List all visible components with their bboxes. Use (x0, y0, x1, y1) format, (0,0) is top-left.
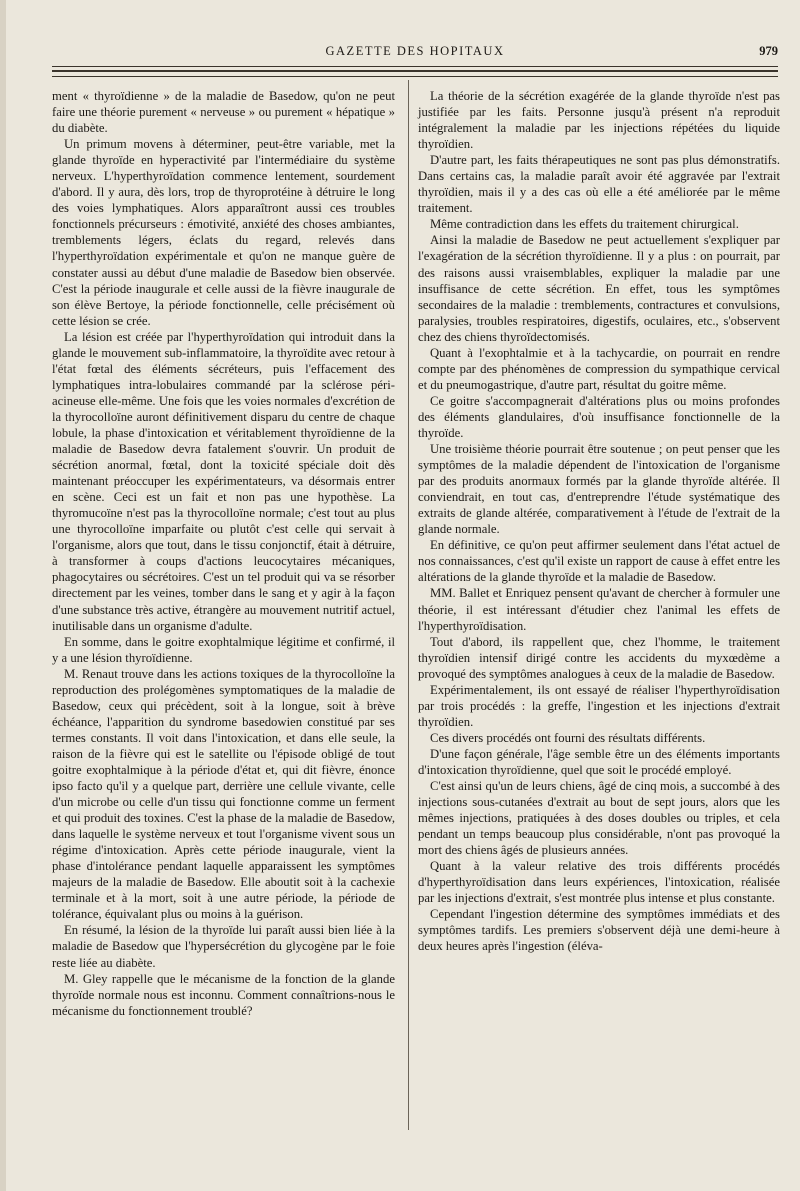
column-divider (408, 80, 409, 1130)
page-edge (0, 0, 6, 1191)
running-title: GAZETTE DES HOPITAUX (325, 44, 505, 58)
paragraph: Un primum movens à déterminer, peut-être variable, met la glande thyroïde en hyperactivité par l'intermédiaire du système nerveux. L'hyperthyroïdation commence lentement, sourdement d'abord. Il y aura, dès lors, trop de thyroprotéine à détruire le long des voies lymphatiques. Alors apparaîtront aussi ces troubles fonctionnels précurseurs : émotivité, anxiété des choses ambiantes, tremblements légers, éclats du regard, relevés dans l'hyperthyroïdation expérimentale et qu'on ne manque guère de constater aussi au début d'une maladie de Basedow bien observée. C'est la période inaugurale et celle aussi de la fièvre inaugurale de son élève Bertoye, la période fonctionnelle, celle précisément où cette lésion se crée. (52, 137, 395, 328)
paragraph: Cependant l'ingestion détermine des symptômes immédiats et des symptômes tardifs. Les premiers s'observent déjà une demi-heure à deux heures après l'ingestion (éléva- (418, 907, 780, 954)
paragraph: Expérimentalement, ils ont essayé de réaliser l'hyperthyroïdisation par trois procédés : la greffe, l'ingestion et les injections d'extrait thyroïdien. (418, 682, 780, 729)
header-rule-top (52, 66, 778, 67)
paragraph: C'est ainsi qu'un de leurs chiens, âgé de cinq mois, a succombé à des injections sous-cutanées d'extrait au bout de sept jours, alors que les mêmes injections, pratiquées à des doses doubles ou triples, et cela pendant un temps beaucoup plus considérable, n'ont pas provoqué la mort des chiens âgés de plusieurs années. (418, 779, 780, 858)
left-column (52, 88, 395, 1019)
paragraph: Même contradiction dans les effets du traitement chirurgical. (430, 217, 739, 232)
header-rule-bottom (52, 76, 778, 77)
paragraph: En résumé, la lésion de la thyroïde lui paraît aussi bien liée à la maladie de Basedow que l'hypersécrétion du glycogène par le foie reste liée au diabète. (52, 923, 395, 970)
paragraph: D'une façon générale, l'âge semble être un des éléments importants d'intoxication thyroïdienne, quel que soit le procédé employé. (418, 746, 780, 777)
page-number: 979 (759, 44, 778, 58)
paragraph: La lésion est créée par l'hyperthyroïdation qui introduit dans la glande le mouvement sub-inflammatoire, la thyroïdite avec retour à l'état fœtal des éléments sécréteurs, puis l'effacement des lymphatiques intra-lobulaires commandé par la sclérose péri-acineuse elle-même. Une fois que les voies normales d'excrétion de la thyrocolloïne auront définitivement disparu du centre de chaque lobule, la phase d'intoxication et véritablement thyroïdienne de la maladie de Basedow devra fatalement s'ouvrir. Un produit de sécrétion anormal, fœtal, dont la toxicité spéciale doit dès maintenant préoccuper les expérimentateurs, va désormais entrer en scène. Ceci est un fait et non pas une hypothèse. La thyromucoïne n'est pas la thyrocolloïne normale; c'est tout au plus une thyrocolloïne imparfaite ou plutôt c'est celle qui servait à l'organisme, alors que tout, dans le tissu conjonctif, était à détruire, à transformer à coups d'actions leucocytaires mécaniques, phagocytaires ou sécrétoires. C'est un tel produit qui va se résorber directement par les veines, tomber dans le sang et y agir à la façon d'une substance très active, étrangère au mouvement nutritif actuel, inutilisable dans un organisme d'adulte. (52, 329, 395, 633)
paragraph: Ainsi la maladie de Basedow ne peut actuellement s'expliquer par l'exagération de la sécrétion thyroïdienne. Il y a plus : on pourrait, par des raisons aussi vraisemblables, expliquer la maladie par une insuffisance de cette sécrétion. En effet, tous les symptômes secondaires de la maladie : tremblements, contractures et convulsions, paralysies, troubles respiratoires, digestifs, oculaires, etc., s'observent chez des chiens thyroïdectomisés. (418, 233, 780, 344)
paragraph: Ces divers procédés ont fourni des résultats différents. (430, 730, 706, 745)
paragraph: Une troisième théorie pourrait être soutenue ; on peut penser que les symptômes de la maladie dépendent de l'intoxication de l'organisme par des produits anormaux formés par la glande thyroïde altérée. Il conviendrait, en tout cas, d'entreprendre l'étude systématique des extraits de glande altérée, comparativement à l'étude de l'extrait de la glande normale. (418, 442, 780, 537)
paragraph: La théorie de la sécrétion exagérée de la glande thyroïde n'est pas justifiée par les faits. Personne jusqu'à présent n'a reproduit intégralement la maladie par les injections répétées du liquide thyroïdien. (418, 89, 780, 152)
paragraph: En définitive, ce qu'on peut affirmer seulement dans l'état actuel de nos connaissances, c'est qu'il existe un rapport de cause à effet entre les altérations de la glande thyroïde et la maladie de Basedow. (418, 538, 780, 585)
paragraph: Tout d'abord, ils rappellent que, chez l'homme, le traitement thyroïdien intensif dirigé contre les accidents du myxœdème a provoqué des symptômes analogues à ceux de la maladie de Basedow. (418, 634, 780, 681)
paragraph: Quant à la valeur relative des trois différents procédés d'hyperthyroïdisation dans leurs expériences, l'intoxication, réalisée par les injections d'extrait, s'est montrée plus intense et plus constante. (418, 859, 780, 906)
paragraph: Quant à l'exophtalmie et à la tachycardie, on pourrait en rendre compte par des phénomènes de compression du sympathique cervical et du pneumogastrique, d'autre part, résultat du goitre même. (418, 345, 780, 392)
paragraph: M. Renaut trouve dans les actions toxiques de la thyrocolloïne la reproduction des prolégomènes symptomatiques de la maladie de Basedow, ceux qui précèdent, soit à la longue, soit à brève échéance, l'apparition du syndrome basedowien constitué par ses termes constants. Il voit dans l'intoxication, et dans elle seule, la raison de la fièvre qui est le satellite ou l'épisode obligé de tout goitre exophtalmique à la période d'état et, qui dit fièvre, énonce ipso facto qu'il y a quelque part, derrière une cellule vivante, celle d'un microbe ou celle d'un tissu qui fonctionne comme un ferment et qui produit des toxines. C'est la phase de la maladie de Basedow, dans laquelle le système nerveux et tout l'organisme vivent sous un régime d'intoxication. Après cette période inaugurale, vient la phase d'intolérance pendant laquelle apparaissent les symptômes majeurs de la maladie de Basedow. Elle aboutit soit à la cachexie terminale et à la mort, soit à une autre période, la période de tolérance, équivalant plus ou moins à la guérison. (52, 666, 395, 922)
paragraph: ment « thyroïdienne » de la maladie de Basedow, qu'on ne peut faire une théorie purement « nerveuse » ou purement « hépatique » du diabète. (52, 89, 395, 136)
paragraph: MM. Ballet et Enriquez pensent qu'avant de chercher à formuler une théorie, il est intéressant d'étudier chez l'animal les effets de l'hyperthyroïdisation. (418, 586, 780, 633)
paragraph: M. Gley rappelle que le mécanisme de la fonction de la glande thyroïde normale nous est inconnu. Comment connaîtrions-nous le mécanisme du fonctionnement troublé? (52, 971, 395, 1018)
paragraph: En somme, dans le goitre exophtalmique légitime et confirmé, il y a une lésion thyroïdienne. (52, 634, 395, 665)
right-column (418, 88, 780, 955)
header-rule-middle (52, 70, 778, 72)
paragraph: D'autre part, les faits thérapeutiques ne sont pas plus démonstratifs. Dans certains cas, la maladie paraît avoir été aggravée par l'extrait thyroïdien, mais il y a des cas où elle a été améliorée par le même traitement. (418, 153, 780, 216)
page-header (52, 44, 778, 62)
paragraph: Ce goitre s'accompagnerait d'altérations plus ou moins profondes des éléments glandulaires, d'où insuffisance fonctionnelle de la thyroïde. (418, 393, 780, 440)
